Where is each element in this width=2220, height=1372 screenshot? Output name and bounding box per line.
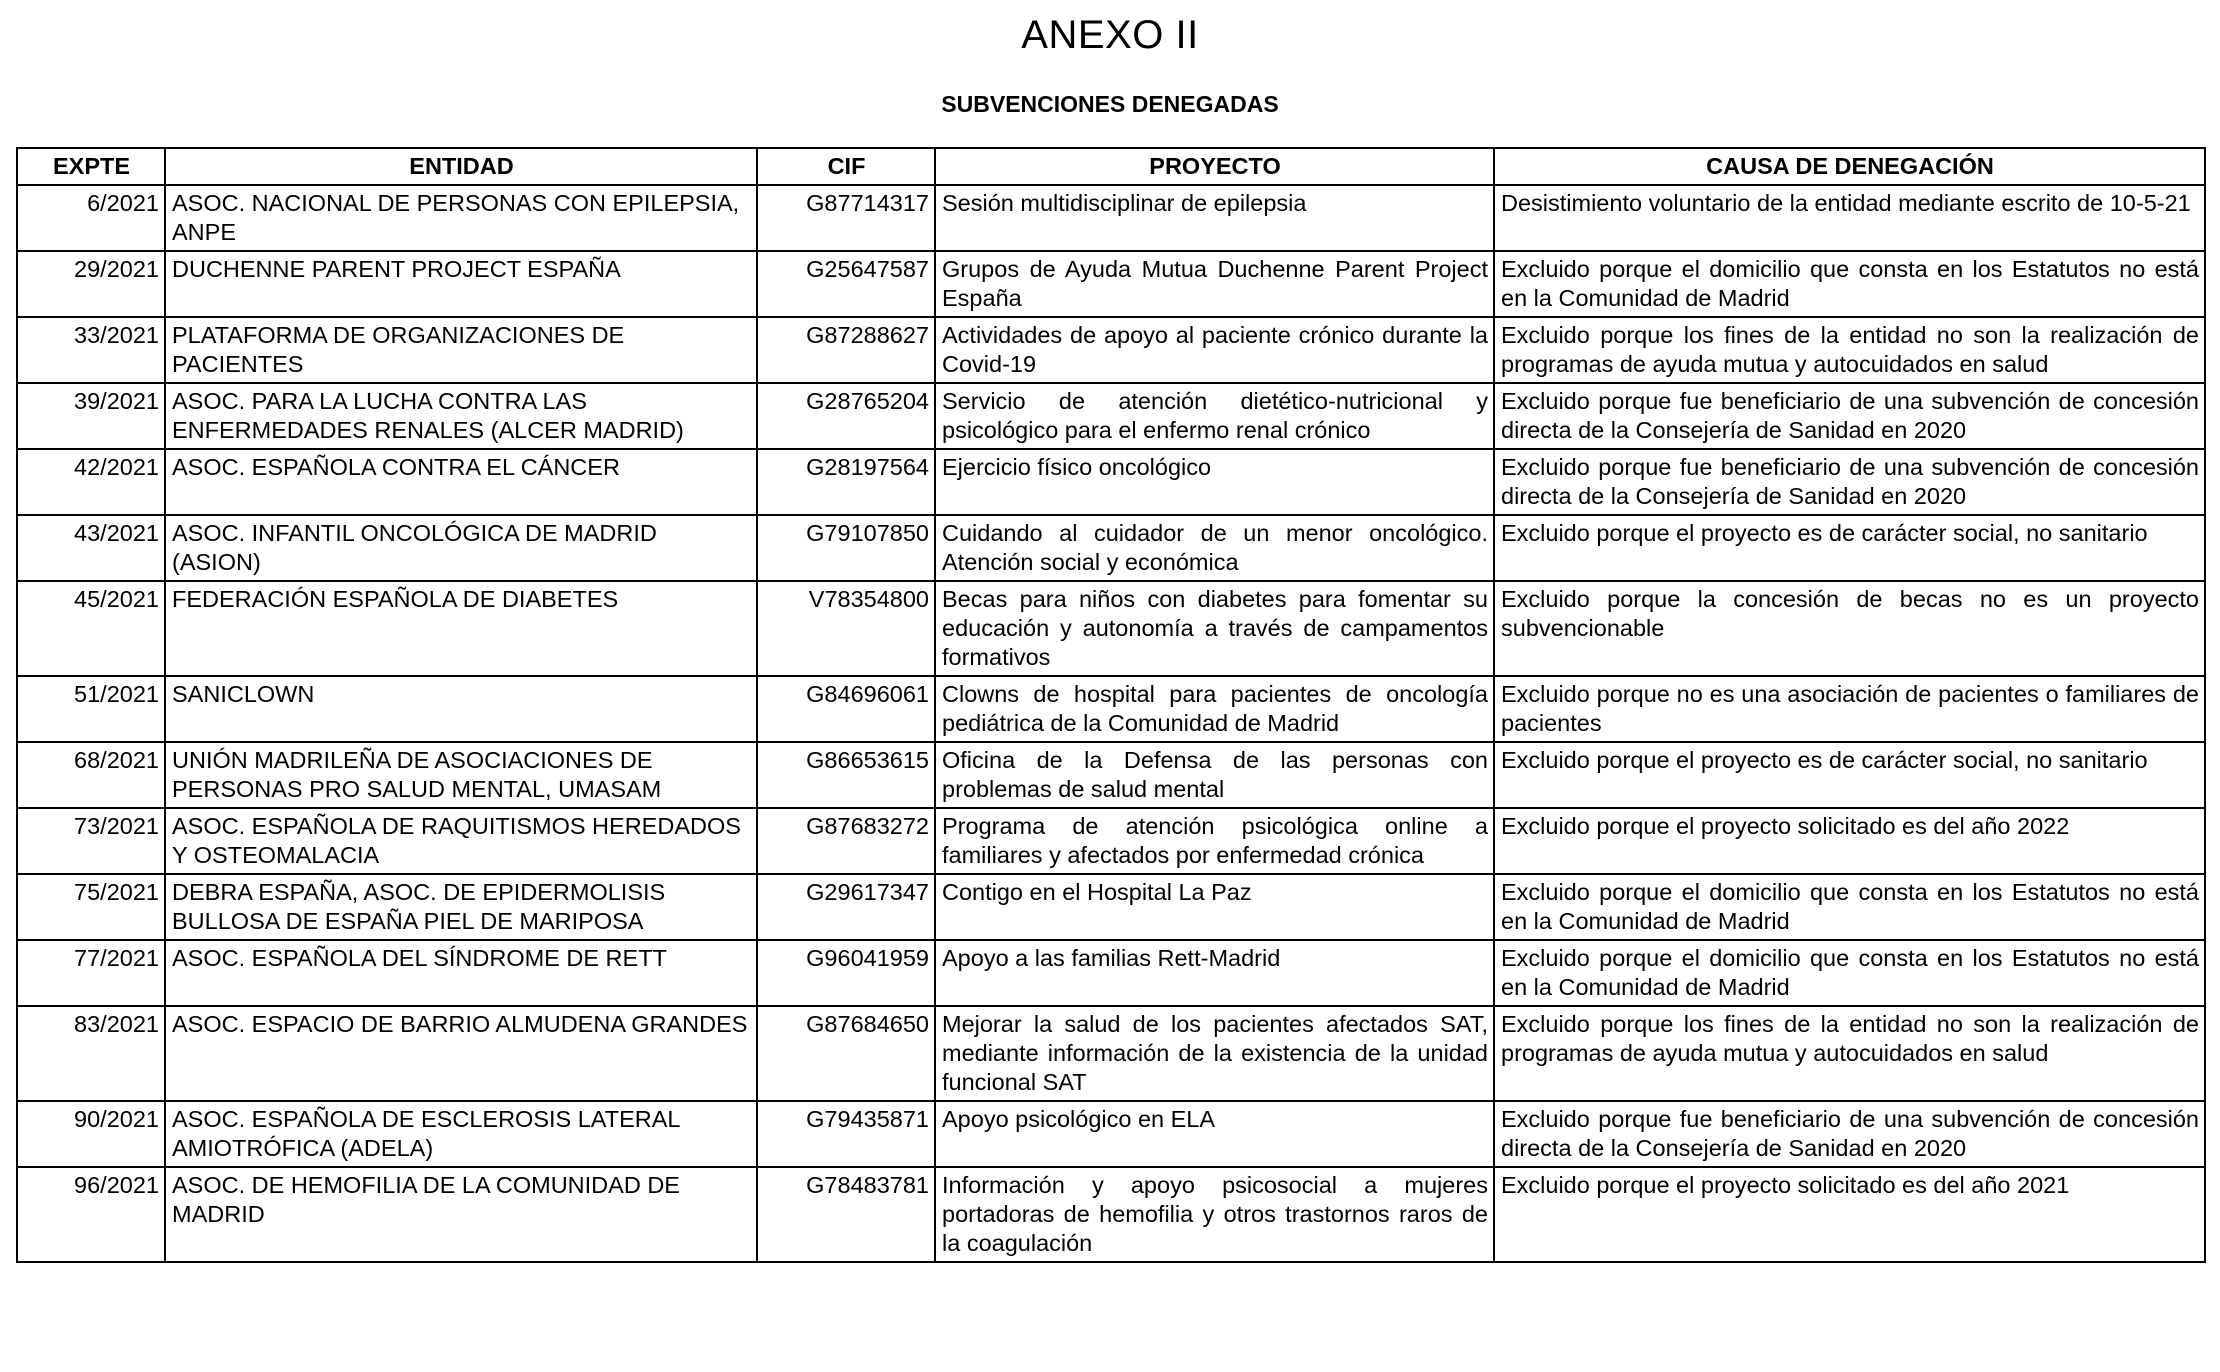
column-header-causa: CAUSA DE DENEGACIÓN — [1494, 148, 2205, 185]
cell-cif: G84696061 — [757, 676, 935, 742]
cell-expte: 96/2021 — [17, 1167, 165, 1262]
table-row — [17, 742, 2205, 808]
cell-expte: 75/2021 — [17, 874, 165, 940]
cell-proyecto: Oficina de la Defensa de las personas con problemas de salud mental — [935, 742, 1494, 808]
cell-causa: Excluido porque fue beneficiario de una subvención de concesión directa de la Consejería de Sanidad en 2020 — [1494, 1101, 2205, 1167]
cell-expte: 51/2021 — [17, 676, 165, 742]
cell-causa: Excluido porque el proyecto solicitado es del año 2021 — [1494, 1167, 2205, 1262]
cell-causa: Excluido porque fue beneficiario de una subvención de concesión directa de la Consejería de Sanidad en 2020 — [1494, 383, 2205, 449]
cell-proyecto: Ejercicio físico oncológico — [935, 449, 1494, 515]
cell-proyecto: Apoyo a las familias Rett-Madrid — [935, 940, 1494, 1006]
cell-entidad: UNIÓN MADRILEÑA DE ASOCIACIONES DE PERSONAS PRO SALUD MENTAL, UMASAM — [165, 742, 757, 808]
cell-expte: 83/2021 — [17, 1006, 165, 1101]
cell-entidad: SANICLOWN — [165, 676, 757, 742]
denied-subsidies-table — [16, 147, 2206, 1263]
cell-causa: Excluido porque los fines de la entidad no son la realización de programas de ayuda mutua y autocuidados en salud — [1494, 317, 2205, 383]
cell-expte: 45/2021 — [17, 581, 165, 676]
cell-cif: G29617347 — [757, 874, 935, 940]
cell-entidad: DUCHENNE PARENT PROJECT ESPAÑA — [165, 251, 757, 317]
cell-expte: 73/2021 — [17, 808, 165, 874]
column-header-entidad: ENTIDAD — [165, 148, 757, 185]
cell-entidad: ASOC. ESPACIO DE BARRIO ALMUDENA GRANDES — [165, 1006, 757, 1101]
table-row — [17, 515, 2205, 581]
cell-expte: 77/2021 — [17, 940, 165, 1006]
cell-cif: V78354800 — [757, 581, 935, 676]
cell-proyecto: Clowns de hospital para pacientes de oncología pediátrica de la Comunidad de Madrid — [935, 676, 1494, 742]
cell-cif: G96041959 — [757, 940, 935, 1006]
cell-cif: G79435871 — [757, 1101, 935, 1167]
cell-causa: Excluido porque el proyecto es de carácter social, no sanitario — [1494, 742, 2205, 808]
cell-proyecto: Cuidando al cuidador de un menor oncológico. Atención social y económica — [935, 515, 1494, 581]
table-body — [17, 185, 2205, 1262]
cell-cif: G86653615 — [757, 742, 935, 808]
cell-proyecto: Información y apoyo psicosocial a mujeres portadoras de hemofilia y otros trastornos raros de la coagulación — [935, 1167, 1494, 1262]
cell-cif: G87288627 — [757, 317, 935, 383]
cell-entidad: FEDERACIÓN ESPAÑOLA DE DIABETES — [165, 581, 757, 676]
cell-proyecto: Mejorar la salud de los pacientes afectados SAT, mediante información de la existencia de la unidad funcional SAT — [935, 1006, 1494, 1101]
table-row — [17, 1167, 2205, 1262]
cell-entidad: ASOC. PARA LA LUCHA CONTRA LAS ENFERMEDADES RENALES (ALCER MADRID) — [165, 383, 757, 449]
cell-causa: Excluido porque el proyecto es de carácter social, no sanitario — [1494, 515, 2205, 581]
cell-entidad: ASOC. INFANTIL ONCOLÓGICA DE MADRID (ASION) — [165, 515, 757, 581]
cell-causa: Excluido porque el proyecto solicitado es del año 2022 — [1494, 808, 2205, 874]
cell-expte: 68/2021 — [17, 742, 165, 808]
cell-proyecto: Servicio de atención dietético-nutricional y psicológico para el enfermo renal crónico — [935, 383, 1494, 449]
cell-causa: Excluido porque el domicilio que consta en los Estatutos no está en la Comunidad de Madrid — [1494, 874, 2205, 940]
cell-entidad: ASOC. DE HEMOFILIA DE LA COMUNIDAD DE MADRID — [165, 1167, 757, 1262]
cell-causa: Desistimiento voluntario de la entidad mediante escrito de 10-5-21 — [1494, 185, 2205, 251]
cell-causa: Excluido porque fue beneficiario de una subvención de concesión directa de la Consejería de Sanidad en 2020 — [1494, 449, 2205, 515]
column-header-proyecto: PROYECTO — [935, 148, 1494, 185]
cell-entidad: ASOC. ESPAÑOLA DE ESCLEROSIS LATERAL AMIOTRÓFICA (ADELA) — [165, 1101, 757, 1167]
cell-expte: 42/2021 — [17, 449, 165, 515]
table-row — [17, 1006, 2205, 1101]
page-subtitle: SUBVENCIONES DENEGADAS — [941, 91, 1279, 117]
cell-cif: G28765204 — [757, 383, 935, 449]
table-row — [17, 317, 2205, 383]
cell-entidad: ASOC. NACIONAL DE PERSONAS CON EPILEPSIA, ANPE — [165, 185, 757, 251]
cell-entidad: PLATAFORMA DE ORGANIZACIONES DE PACIENTES — [165, 317, 757, 383]
cell-entidad: DEBRA ESPAÑA, ASOC. DE EPIDERMOLISIS BULLOSA DE ESPAÑA PIEL DE MARIPOSA — [165, 874, 757, 940]
cell-expte: 6/2021 — [17, 185, 165, 251]
cell-causa: Excluido porque no es una asociación de pacientes o familiares de pacientes — [1494, 676, 2205, 742]
cell-expte: 90/2021 — [17, 1101, 165, 1167]
page-title: ANEXO II — [1021, 13, 1199, 57]
cell-expte: 39/2021 — [17, 383, 165, 449]
table-row — [17, 185, 2205, 251]
table-row — [17, 808, 2205, 874]
table-row — [17, 1101, 2205, 1167]
table-row — [17, 383, 2205, 449]
table-row — [17, 874, 2205, 940]
cell-expte: 43/2021 — [17, 515, 165, 581]
cell-cif: G87684650 — [757, 1006, 935, 1101]
cell-causa: Excluido porque la concesión de becas no es un proyecto subvencionable — [1494, 581, 2205, 676]
cell-expte: 33/2021 — [17, 317, 165, 383]
cell-proyecto: Apoyo psicológico en ELA — [935, 1101, 1494, 1167]
table-row — [17, 676, 2205, 742]
cell-entidad: ASOC. ESPAÑOLA CONTRA EL CÁNCER — [165, 449, 757, 515]
table-row — [17, 940, 2205, 1006]
cell-cif: G78483781 — [757, 1167, 935, 1262]
cell-proyecto: Sesión multidisciplinar de epilepsia — [935, 185, 1494, 251]
cell-proyecto: Contigo en el Hospital La Paz — [935, 874, 1494, 940]
cell-causa: Excluido porque el domicilio que consta en los Estatutos no está en la Comunidad de Madrid — [1494, 940, 2205, 1006]
cell-cif: G87714317 — [757, 185, 935, 251]
table-row — [17, 581, 2205, 676]
cell-proyecto: Programa de atención psicológica online a familiares y afectados por enfermedad crónica — [935, 808, 1494, 874]
cell-cif: G87683272 — [757, 808, 935, 874]
cell-causa: Excluido porque el domicilio que consta en los Estatutos no está en la Comunidad de Madrid — [1494, 251, 2205, 317]
cell-cif: G28197564 — [757, 449, 935, 515]
cell-expte: 29/2021 — [17, 251, 165, 317]
table-row — [17, 449, 2205, 515]
cell-entidad: ASOC. ESPAÑOLA DE RAQUITISMOS HEREDADOS Y OSTEOMALACIA — [165, 808, 757, 874]
table-row — [17, 251, 2205, 317]
cell-entidad: ASOC. ESPAÑOLA DEL SÍNDROME DE RETT — [165, 940, 757, 1006]
cell-causa: Excluido porque los fines de la entidad no son la realización de programas de ayuda mutua y autocuidados en salud — [1494, 1006, 2205, 1101]
cell-proyecto: Grupos de Ayuda Mutua Duchenne Parent Project España — [935, 251, 1494, 317]
cell-proyecto: Becas para niños con diabetes para fomentar su educación y autonomía a través de campamentos formativos — [935, 581, 1494, 676]
cell-cif: G79107850 — [757, 515, 935, 581]
cell-cif: G25647587 — [757, 251, 935, 317]
column-header-expte: EXPTE — [17, 148, 165, 185]
cell-proyecto: Actividades de apoyo al paciente crónico durante la Covid-19 — [935, 317, 1494, 383]
column-header-cif: CIF — [757, 148, 935, 185]
table-header-row — [17, 148, 2205, 185]
